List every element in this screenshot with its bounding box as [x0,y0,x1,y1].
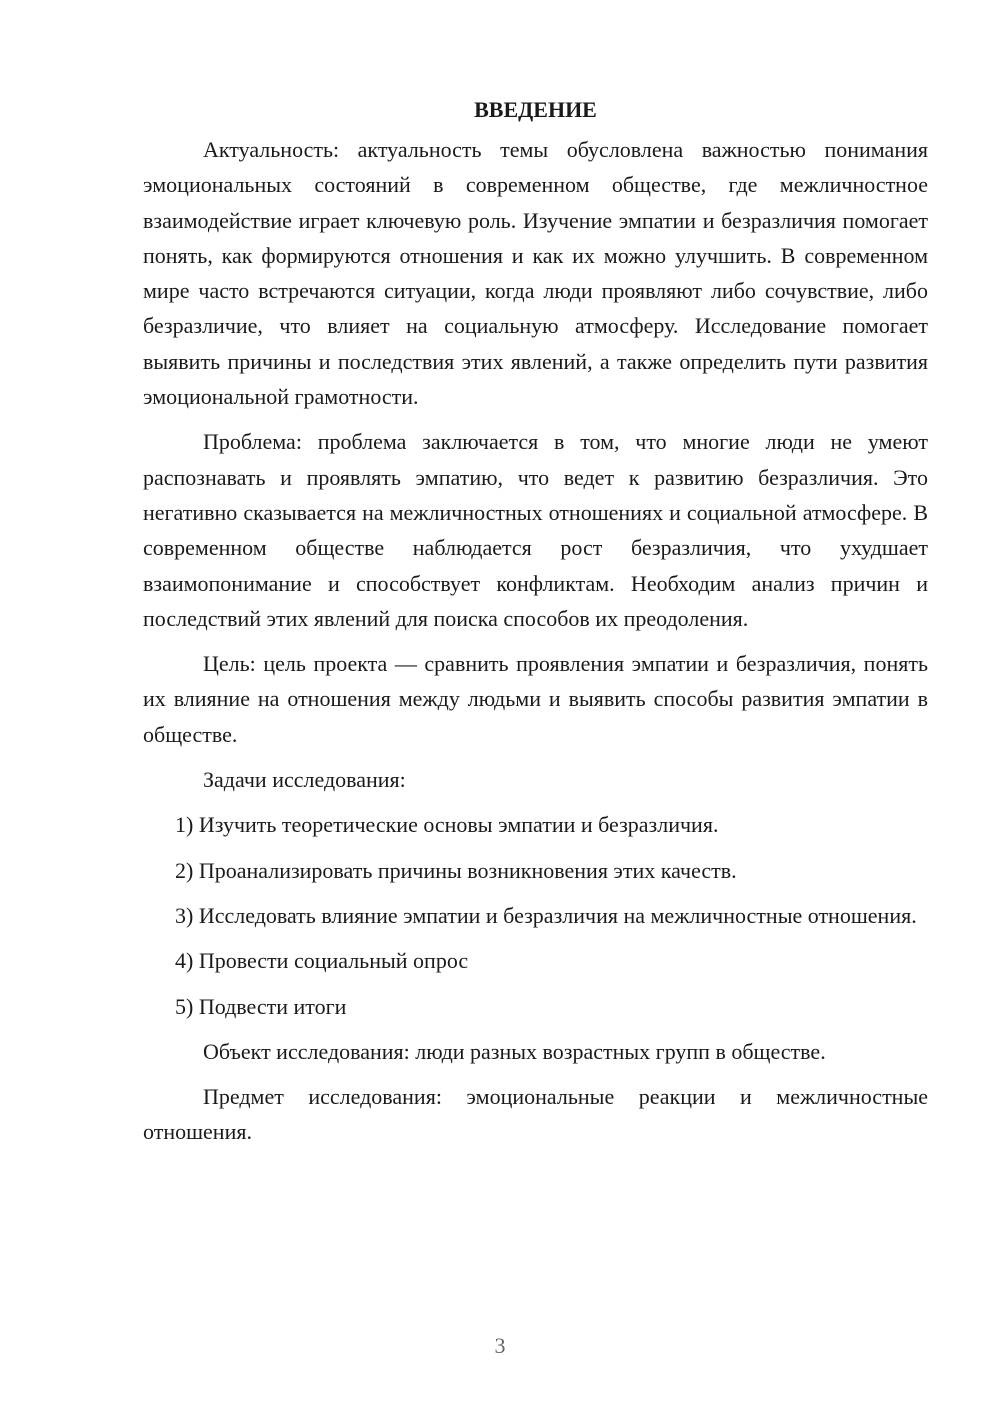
subject-paragraph: Предмет исследования: эмоциональные реакции и межличностные отношения. [143,1084,928,1145]
problem-paragraph: Проблема: проблема заключается в том, что многие люди не умеют распознавать и проявлять эмпатию, что ведет к развитию безразличия. Это негативно сказывается на межличностных отношениях и социальной атмосфере. В современном обществе наблюдается рост безразличия, что ухудшает взаимопонимание и способствует конфликтам. Необходим анализ причин и последствий этих явлений для поиска способов их преодоления. [143,429,928,631]
task-item-5: 5) Подвести итоги [175,993,347,1019]
object-paragraph: Объект исследования: люди разных возрастных групп в обществе. [203,1038,826,1064]
tasks-heading: Задачи исследования: [203,767,406,793]
relevance-paragraph: Актуальность: актуальность темы обусловлена важностью понимания эмоциональных состояний в современном обществе, где межличностное взаимодействие играет ключевую роль. Изучение эмпатии и безразличия помогает понять, как формируются отношения и как их можно улучшить. В современном мире часто встречаются ситуации, когда люди проявляют либо сочувствие, либо безразличие, что влияет на социальную атмосферу. Исследование помогает выявить причины и последствия этих явлений, а также определить пути развития эмоциональной грамотности. [143,137,928,410]
goal-paragraph: Цель: цель проекта — сравнить проявления эмпатии и безразличия, понять их влияние на отношения между людьми и выявить способы развития эмпатии в обществе. [143,651,928,747]
task-item-3: 3) Исследовать влияние эмпатии и безразличия на межличностные отношения. [175,902,917,928]
task-item-4: 4) Провести социальный опрос [175,948,469,974]
page-number: 3 [494,1333,506,1358]
task-item-2: 2) Проанализировать причины возникновения этих качеств. [175,857,737,883]
page-title: ВВЕДЕНИЕ [474,97,597,122]
task-item-1: 1) Изучить теоретические основы эмпатии и безразличия. [175,812,719,838]
document-page [143,92,928,1160]
